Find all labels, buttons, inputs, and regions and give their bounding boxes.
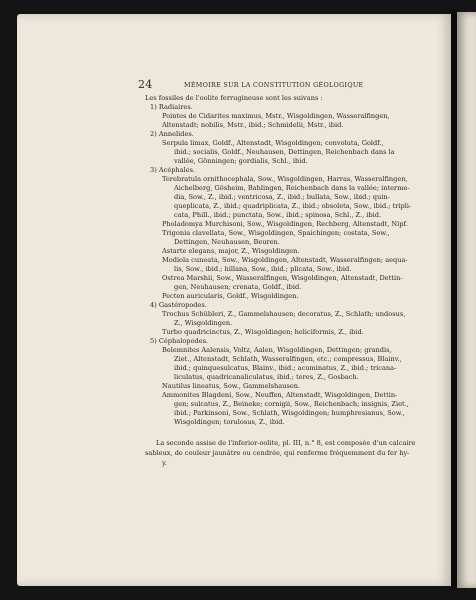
text-line: Pointes de Cidarites maximus, Mstr., Wisgoldingen, Wasseralfingen, [162, 112, 390, 120]
text-line: Wisgoldingen; torulosus, Z., ibid. [174, 418, 285, 426]
text-line: Les fossiles de l'oolite ferrugineuse sont les suivans : [145, 94, 323, 102]
closing-paragraph [145, 438, 443, 468]
text-line: Serpula limax, Goldf., Altenstadt, Wisgoldingen; convoluta, Goldf., [162, 139, 384, 147]
text-line: 1) Radiaires. [150, 103, 193, 111]
text-line: La seconde assise de l'inferior-oolite, pl. III, n.° 8, est composée d'un calcaire [156, 439, 416, 447]
page-number: 24 [138, 78, 153, 91]
text-line: Z., Wisgoldingen. [174, 319, 233, 327]
text-line: Nautilus lineatus, Sow., Gammelshausen. [162, 382, 301, 390]
text-line: gen, Neuhausen; crenata, Goldf., ibid. [174, 283, 302, 291]
text-line: Pecten auricularis, Goldf., Wisgoldingen. [162, 292, 299, 300]
text-line: 4) Gastéropodes. [150, 301, 207, 309]
text-line: liculatus, quadricanaliculatus, ibid.; teres, Z., Gosbach. [174, 373, 359, 381]
text-line: 2) Annelides. [150, 130, 194, 138]
text-line: y. [162, 459, 167, 467]
text-line: vallée, Gönningen; gordialis, Schl., ibid. [174, 157, 308, 165]
text-line: dia, Sow., Z., ibid.; ventricosa, Z., ibid.; bullata, Sow., ibid.; quin- [174, 193, 390, 201]
text-line: ibid.; socialis, Goldf., Neuhausen, Dettingen, Reichenbach dans la [174, 148, 395, 156]
text-line: Altenstadt; nobilis, Mstr., ibid.; Schmidelii, Mstr., ibid. [162, 121, 344, 129]
text-line: 5) Céphalopodes. [150, 337, 209, 345]
fossil-list [145, 94, 443, 427]
text-line: lis, Sow., ibid.; hillana, Sow., ibid.; plicata, Sow., ibid. [174, 265, 352, 273]
text-line: ibid.; Parkinsoni, Sow., Schlath, Wisgoldingen; humphresianus, Sow., [174, 409, 405, 417]
text-line: Terebratula ornithocephala, Sow., Wisgoldingen, Harras, Wasseralfingen, [162, 175, 408, 183]
text-line: Belemnites Aalensis, Voltz, Aalen, Wisgoldingen, Dettingen; grandis, [162, 346, 392, 354]
text-line: Trochus Schübleri, Z., Gammelshausen; decoratus, Z., Schlath; undosus, [162, 310, 406, 318]
text-line: Ammonites Blagdeni, Sow., Neuffen, Altenstadt, Wisgoldingen, Dettin- [162, 391, 398, 399]
text-line: cata, Phill., ibid.; punctata, Sow., ibid.; spinosa, Schl., Z., ibid. [174, 211, 382, 219]
text-line: 3) Acéphales. [150, 166, 196, 174]
text-line: Modiola cuneata, Sow., Wisgoldingen, Altenstadt, Wasseralfingen; aequa- [162, 256, 408, 264]
running-title: MÉMOIRE SUR LA CONSTITUTION GÉOLOGIQUE [184, 81, 364, 89]
text-line: Turbo quadricinctus, Z., Wisgoldingen; heliciformis, Z., ibid. [162, 328, 364, 336]
text-line: gen; sulcatus, Z., Beineke; cornigii, Sow., Reichenbach; insignis, Ziet., [174, 400, 409, 408]
text-line: Astarte elegans, major, Z., Wisgoldingen. [162, 247, 300, 255]
facing-page-edge [457, 12, 476, 588]
text-line: Ostrea Marshii, Sow., Wasseralfingen, Wisgoldingen, Altenstadt, Dettin- [162, 274, 403, 282]
text-line: Pholadomya Murchisoni, Sow., Wisgoldingen, Rechberg, Altenstadt, Nipf. [162, 220, 408, 228]
text-line: ibid.; quinquesulcatus, Blainv., ibid.; acuminatus, Z., ibid.; tricana- [174, 364, 397, 372]
running-header [138, 80, 438, 94]
text-line: Aichelberg, Gösheim, Bahlingen, Reichenbach dans la vallée; interme- [174, 184, 410, 192]
text-line: Dettingen, Neuhausen, Beuren. [174, 238, 280, 246]
text-line: Ziet., Altenstadt, Schlath, Wasseralfingen, etc.; compressus, Blainv., [174, 355, 402, 363]
text-line: queplicata, Z., ibid.; quadriplicata, Z., ibid.; obsoleta, Sow., ibid.; tripli- [174, 202, 412, 210]
text-line: sableux, de couleur jaunâtre ou cendrée, qui renferme fréquemment du fer hy- [145, 449, 410, 457]
text-line: Trigonia clavellata, Sow., Wisgoldingen, Spaichingen; costata, Sow., [162, 229, 390, 237]
